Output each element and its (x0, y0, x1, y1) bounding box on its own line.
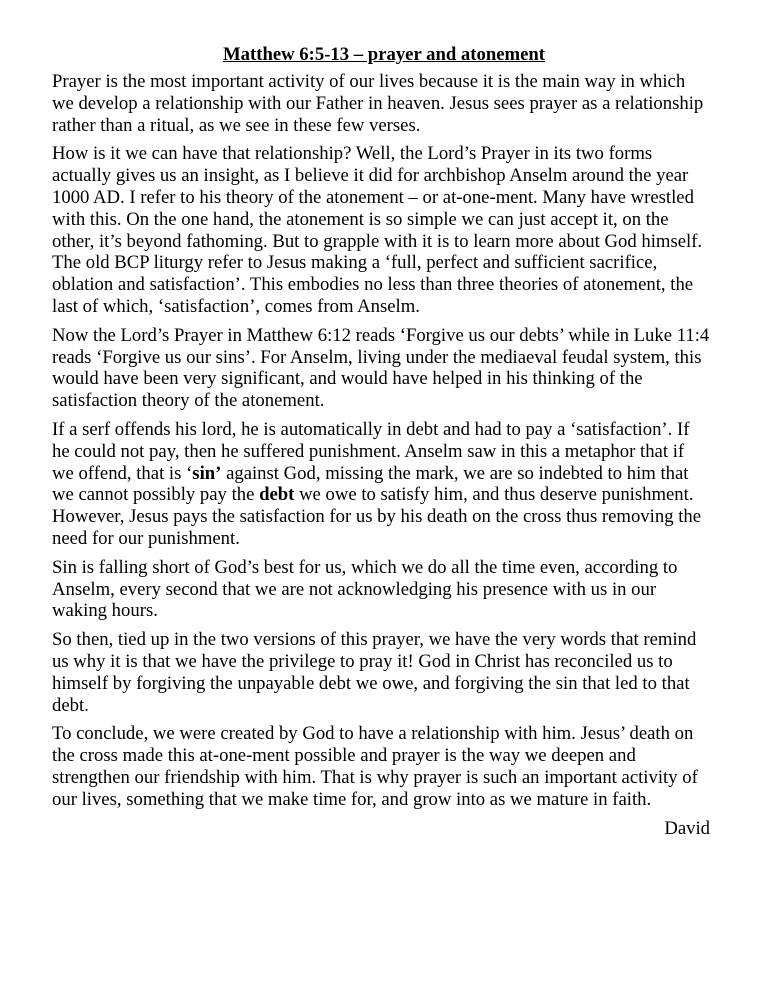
paragraph-text: we owe to satisfy him, and thus deserve punishment. However, Jesus pays the satisfaction for us by his death on the cross thus removing the need for our punishment. (52, 484, 702, 549)
bold-debt: debt (259, 484, 295, 506)
paragraph-intro: Prayer is the most important activity of our lives because it is the main way in which we develop a relationship with our Father in heaven. Jesus sees prayer as a relationship rather than a ritual, as we see in these few verses. (52, 71, 704, 136)
paragraph-two-versions: So then, tied up in the two versions of this prayer, we have the very words that remind us why it is that we have the privilege to pray it! God in Christ has reconciled us to himself by forgiving the unpayable debt we owe, and forgiving the sin that led to that debt. (52, 629, 697, 716)
paragraph-conclusion: To conclude, we were created by God to have a relationship with him. Jesus’ death on the cross made this at-one-ment possible and prayer is the way we deepen and strengthen our friendship with him. That is why prayer is such an important activity of our lives, something that we make time for, and grow into as we mature in faith. (52, 723, 698, 810)
signature: David (664, 817, 710, 839)
page-title: Matthew 6:5-13 – prayer and atonement (223, 44, 545, 65)
paragraph-text: against God, missing the mark, we are so indebted to him that we cannot possibly pay the (52, 462, 689, 506)
paragraph-sin-definition: Sin is falling short of God’s best for us, which we do all the time even, according to Anselm, every second that we are not acknowledging his presence with us in our waking hours. (52, 556, 678, 622)
paragraph-text: If a serf offends his lord, he is automatically in debt and had to pay a ‘satisfaction’. If he could not pay, then he suffered punishment. Anselm saw in this a metaphor that if we offend, that is ‘ (52, 418, 690, 484)
bold-sin: sin’ (192, 462, 222, 484)
paragraph-debts-sins: Now the Lord’s Prayer in Matthew 6:12 reads ‘Forgive us our debts’ while in Luke 11:4 reads ‘Forgive us our sins’. For Anselm, living under the mediaeval feudal system, this would have been very significant, and would have helped in his thinking of the satisfaction theory of the atonement. (52, 324, 710, 412)
paragraph-serf-satisfaction (52, 419, 710, 550)
paragraph-anselm-atonement: How is it we can have that relationship? Well, the Lord’s Prayer in its two forms actually gives us an insight, as I believe it did for archbishop Anselm around the year 1000 AD. I refer to his theory of the atonement – or at-one-ment. Many have wrestled with this. On the one hand, the atonement is so simple we can just accept it, on the other, it’s beyond fathoming. But to grapple with it is to learn more about God himself. The old BCP liturgy refer to Jesus making a ‘full, perfect and sufficient sacrifice, oblation and satisfaction’. This embodies no less than three theories of atonement, the last of which, ‘satisfaction’, comes from Anselm. (52, 143, 703, 317)
